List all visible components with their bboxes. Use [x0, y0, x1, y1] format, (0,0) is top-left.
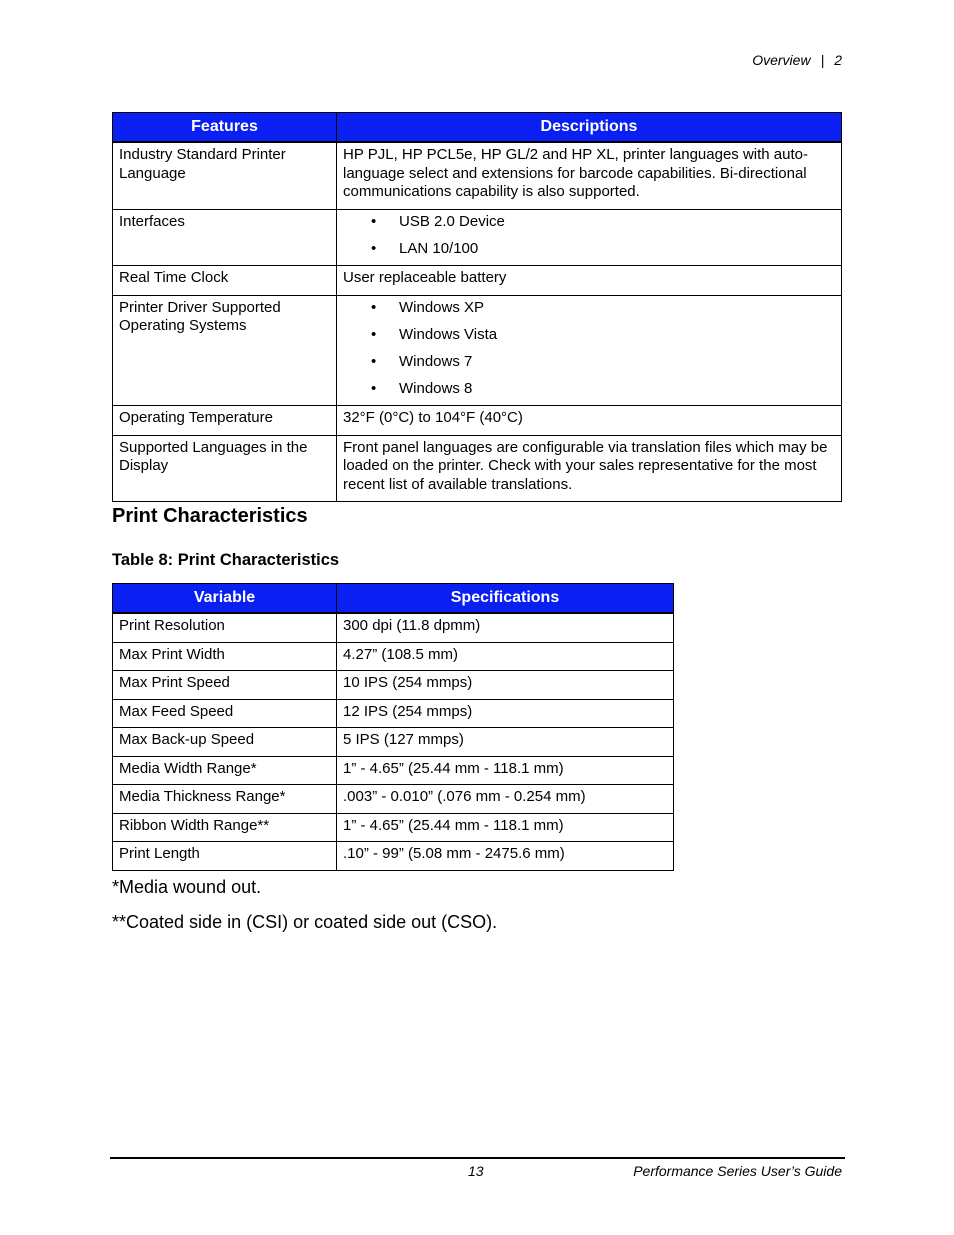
variable-cell: Max Print Speed: [113, 671, 337, 700]
print-characteristics-table: [112, 583, 674, 871]
description-cell: [337, 295, 842, 406]
table-row: [113, 295, 842, 406]
table-caption: Table 8: Print Characteristics: [112, 551, 340, 569]
header-separator: |: [820, 52, 825, 68]
list-item: • Windows XP: [343, 299, 835, 318]
list-item: • Windows 8: [343, 380, 835, 399]
spec-cell: 300 dpi (11.8 dpmm): [337, 613, 674, 642]
variable-cell: Max Back-up Speed: [113, 728, 337, 757]
footnote-ribbon: **Coated side in (CSI) or coated side out (CSO).: [112, 912, 498, 932]
feature-cell: Printer Driver Supported Operating Systems: [113, 295, 337, 406]
footer-page-number: 13: [468, 1163, 484, 1179]
footnote-media: *Media wound out.: [112, 877, 262, 897]
bullet-list: [343, 213, 835, 259]
table-row: [113, 813, 674, 842]
spec-cell: .003” - 0.010” (.076 mm - 0.254 mm): [337, 785, 674, 814]
table-row: [113, 699, 674, 728]
features-table-header: [113, 113, 842, 143]
feature-cell: Supported Languages in the Display: [113, 435, 337, 502]
description-cell: [337, 209, 842, 266]
variable-cell: Print Resolution: [113, 613, 337, 642]
table-row: [113, 671, 674, 700]
table-row: [113, 842, 674, 871]
table-row: [113, 142, 842, 209]
variable-cell: Print Length: [113, 842, 337, 871]
list-item: • LAN 10/100: [343, 240, 835, 259]
feature-cell: Operating Temperature: [113, 406, 337, 436]
feature-cell: Interfaces: [113, 209, 337, 266]
feature-cell: Industry Standard Printer Language: [113, 142, 337, 209]
spec-cell: 12 IPS (254 mmps): [337, 699, 674, 728]
table-row: [113, 613, 674, 642]
spec-cell: 1” - 4.65” (25.44 mm - 118.1 mm): [337, 756, 674, 785]
variable-cell: Max Feed Speed: [113, 699, 337, 728]
list-item: • USB 2.0 Device: [343, 213, 835, 232]
section-title: Print Characteristics: [112, 505, 308, 527]
table-row: [113, 642, 674, 671]
col-features: Features: [113, 113, 337, 143]
table-row: [113, 435, 842, 502]
footer-divider: [110, 1157, 845, 1159]
variable-cell: Ribbon Width Range**: [113, 813, 337, 842]
list-item: • Windows 7: [343, 353, 835, 372]
table-row: [113, 728, 674, 757]
header-section: Overview: [752, 52, 811, 68]
features-table: [112, 112, 842, 502]
spec-cell: 5 IPS (127 mmps): [337, 728, 674, 757]
list-item: • Windows Vista: [343, 326, 835, 345]
footer-guide-title: Performance Series User’s Guide: [633, 1163, 842, 1179]
running-header: [752, 52, 842, 68]
spec-cell: 1” - 4.65” (25.44 mm - 118.1 mm): [337, 813, 674, 842]
table-row: [113, 406, 842, 436]
header-page: 2: [834, 52, 842, 68]
variable-cell: Max Print Width: [113, 642, 337, 671]
spec-cell: 10 IPS (254 mmps): [337, 671, 674, 700]
description-cell: 32°F (0°C) to 104°F (40°C): [337, 406, 842, 436]
bullet-list: [343, 299, 835, 399]
table-row: [113, 756, 674, 785]
col-specifications: Specifications: [337, 584, 674, 614]
col-descriptions: Descriptions: [337, 113, 842, 143]
description-cell: User replaceable battery: [337, 266, 842, 296]
spec-cell: .10” - 99” (5.08 mm - 2475.6 mm): [337, 842, 674, 871]
description-cell: Front panel languages are configurable via translation files which may be loaded on the printer. Check with your sales representative for the most recent list of available translations.: [337, 435, 842, 502]
description-cell: HP PJL, HP PCL5e, HP GL/2 and HP XL, printer languages with auto-language select and extensions for barcode capabilities. Bi-directional communications capability is also supported.: [337, 142, 842, 209]
variable-cell: Media Width Range*: [113, 756, 337, 785]
spec-table-header: [113, 584, 674, 614]
feature-cell: Real Time Clock: [113, 266, 337, 296]
col-variable: Variable: [113, 584, 337, 614]
table-row: [113, 209, 842, 266]
table-row: [113, 785, 674, 814]
spec-cell: 4.27” (108.5 mm): [337, 642, 674, 671]
variable-cell: Media Thickness Range*: [113, 785, 337, 814]
table-row: [113, 266, 842, 296]
